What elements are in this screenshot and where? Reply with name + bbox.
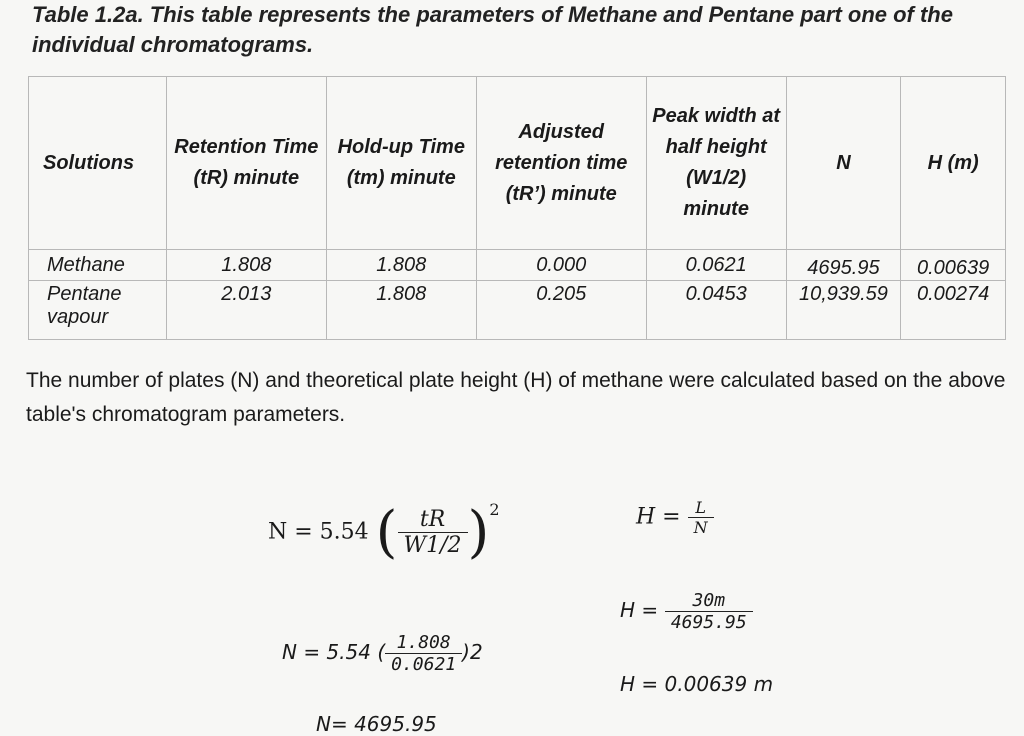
cell-adjusted-retention: 0.205 xyxy=(476,281,646,340)
table-caption xyxy=(32,0,1012,60)
header-h: H (m) xyxy=(901,77,1006,250)
header-solutions: Solutions xyxy=(29,77,167,250)
cell-retention-time: 1.808 xyxy=(166,250,326,281)
cell-peak-width: 0.0621 xyxy=(646,250,786,281)
caption-label: Table 1.2a. xyxy=(32,2,144,27)
h-calc-fraction xyxy=(665,590,754,633)
h-formula-lhs: H = xyxy=(636,504,681,530)
h-calculation xyxy=(620,590,753,633)
h-result: H = 0.00639 m xyxy=(620,672,774,696)
left-paren: ( xyxy=(375,500,398,565)
h-calc-lhs: H = xyxy=(620,598,659,622)
cell-solution: Pentane vapour xyxy=(29,281,167,340)
n-formula-fraction xyxy=(398,507,468,558)
n-calc-lhs: N = 5.54 ( xyxy=(282,640,386,664)
cell-holdup-time: 1.808 xyxy=(326,250,476,281)
cell-holdup-time: 1.808 xyxy=(326,281,476,340)
h-calc-numerator: 30m xyxy=(665,590,754,612)
table-row xyxy=(29,281,1006,340)
n-result: N= 4695.95 xyxy=(316,712,437,736)
cell-n: 4695.95 xyxy=(786,250,901,281)
cell-h: 0.00274 xyxy=(901,281,1006,340)
n-calc-fraction xyxy=(385,632,462,675)
cell-n: 10,939.59 xyxy=(786,281,901,340)
table-header-row xyxy=(29,77,1006,250)
h-formula xyxy=(636,498,714,537)
right-paren: ) xyxy=(467,500,490,565)
header-holdup-time: Hold-up Time (tm) minute xyxy=(326,77,476,250)
n-calc-numerator: 1.808 xyxy=(385,632,462,654)
header-n: N xyxy=(786,77,901,250)
h-calc-denominator: 4695.95 xyxy=(670,612,747,633)
h-formula-numerator: L xyxy=(688,498,714,518)
description-paragraph: The number of plates (N) and theoretical plate height (H) of methane were calculated based on the above table's chromatogram parameters. xyxy=(26,369,1006,426)
h-formula-denominator: N xyxy=(693,518,708,537)
n-formula-numerator: tR xyxy=(398,507,468,533)
n-calc-denominator: 0.0621 xyxy=(391,654,457,675)
table-row xyxy=(29,250,1006,281)
n-calculation xyxy=(282,632,483,675)
header-retention-time: Retention Time (tR) minute xyxy=(166,77,326,250)
n-formula-lhs: N = 5.54 xyxy=(268,519,369,545)
cell-peak-width: 0.0453 xyxy=(646,281,786,340)
header-adjusted-retention: Adjusted retention time (tR’) minute xyxy=(476,77,646,250)
caption-text: This table represents the parameters of Methane and Pentane part one of the individual chromatograms. xyxy=(32,2,953,57)
n-calc-exponent: )2 xyxy=(462,640,483,664)
cell-h: 0.00639 xyxy=(901,250,1006,281)
header-peak-width: Peak width at half height (W1/2) minute xyxy=(646,77,786,250)
cell-retention-time: 2.013 xyxy=(166,281,326,340)
cell-adjusted-retention: 0.000 xyxy=(476,250,646,281)
n-formula-denominator: W1/2 xyxy=(403,533,462,558)
n-formula xyxy=(268,500,500,565)
cell-solution: Methane xyxy=(29,250,167,281)
n-formula-exponent: 2 xyxy=(489,500,500,519)
parameters-table xyxy=(28,76,1006,340)
h-formula-fraction xyxy=(688,498,714,537)
